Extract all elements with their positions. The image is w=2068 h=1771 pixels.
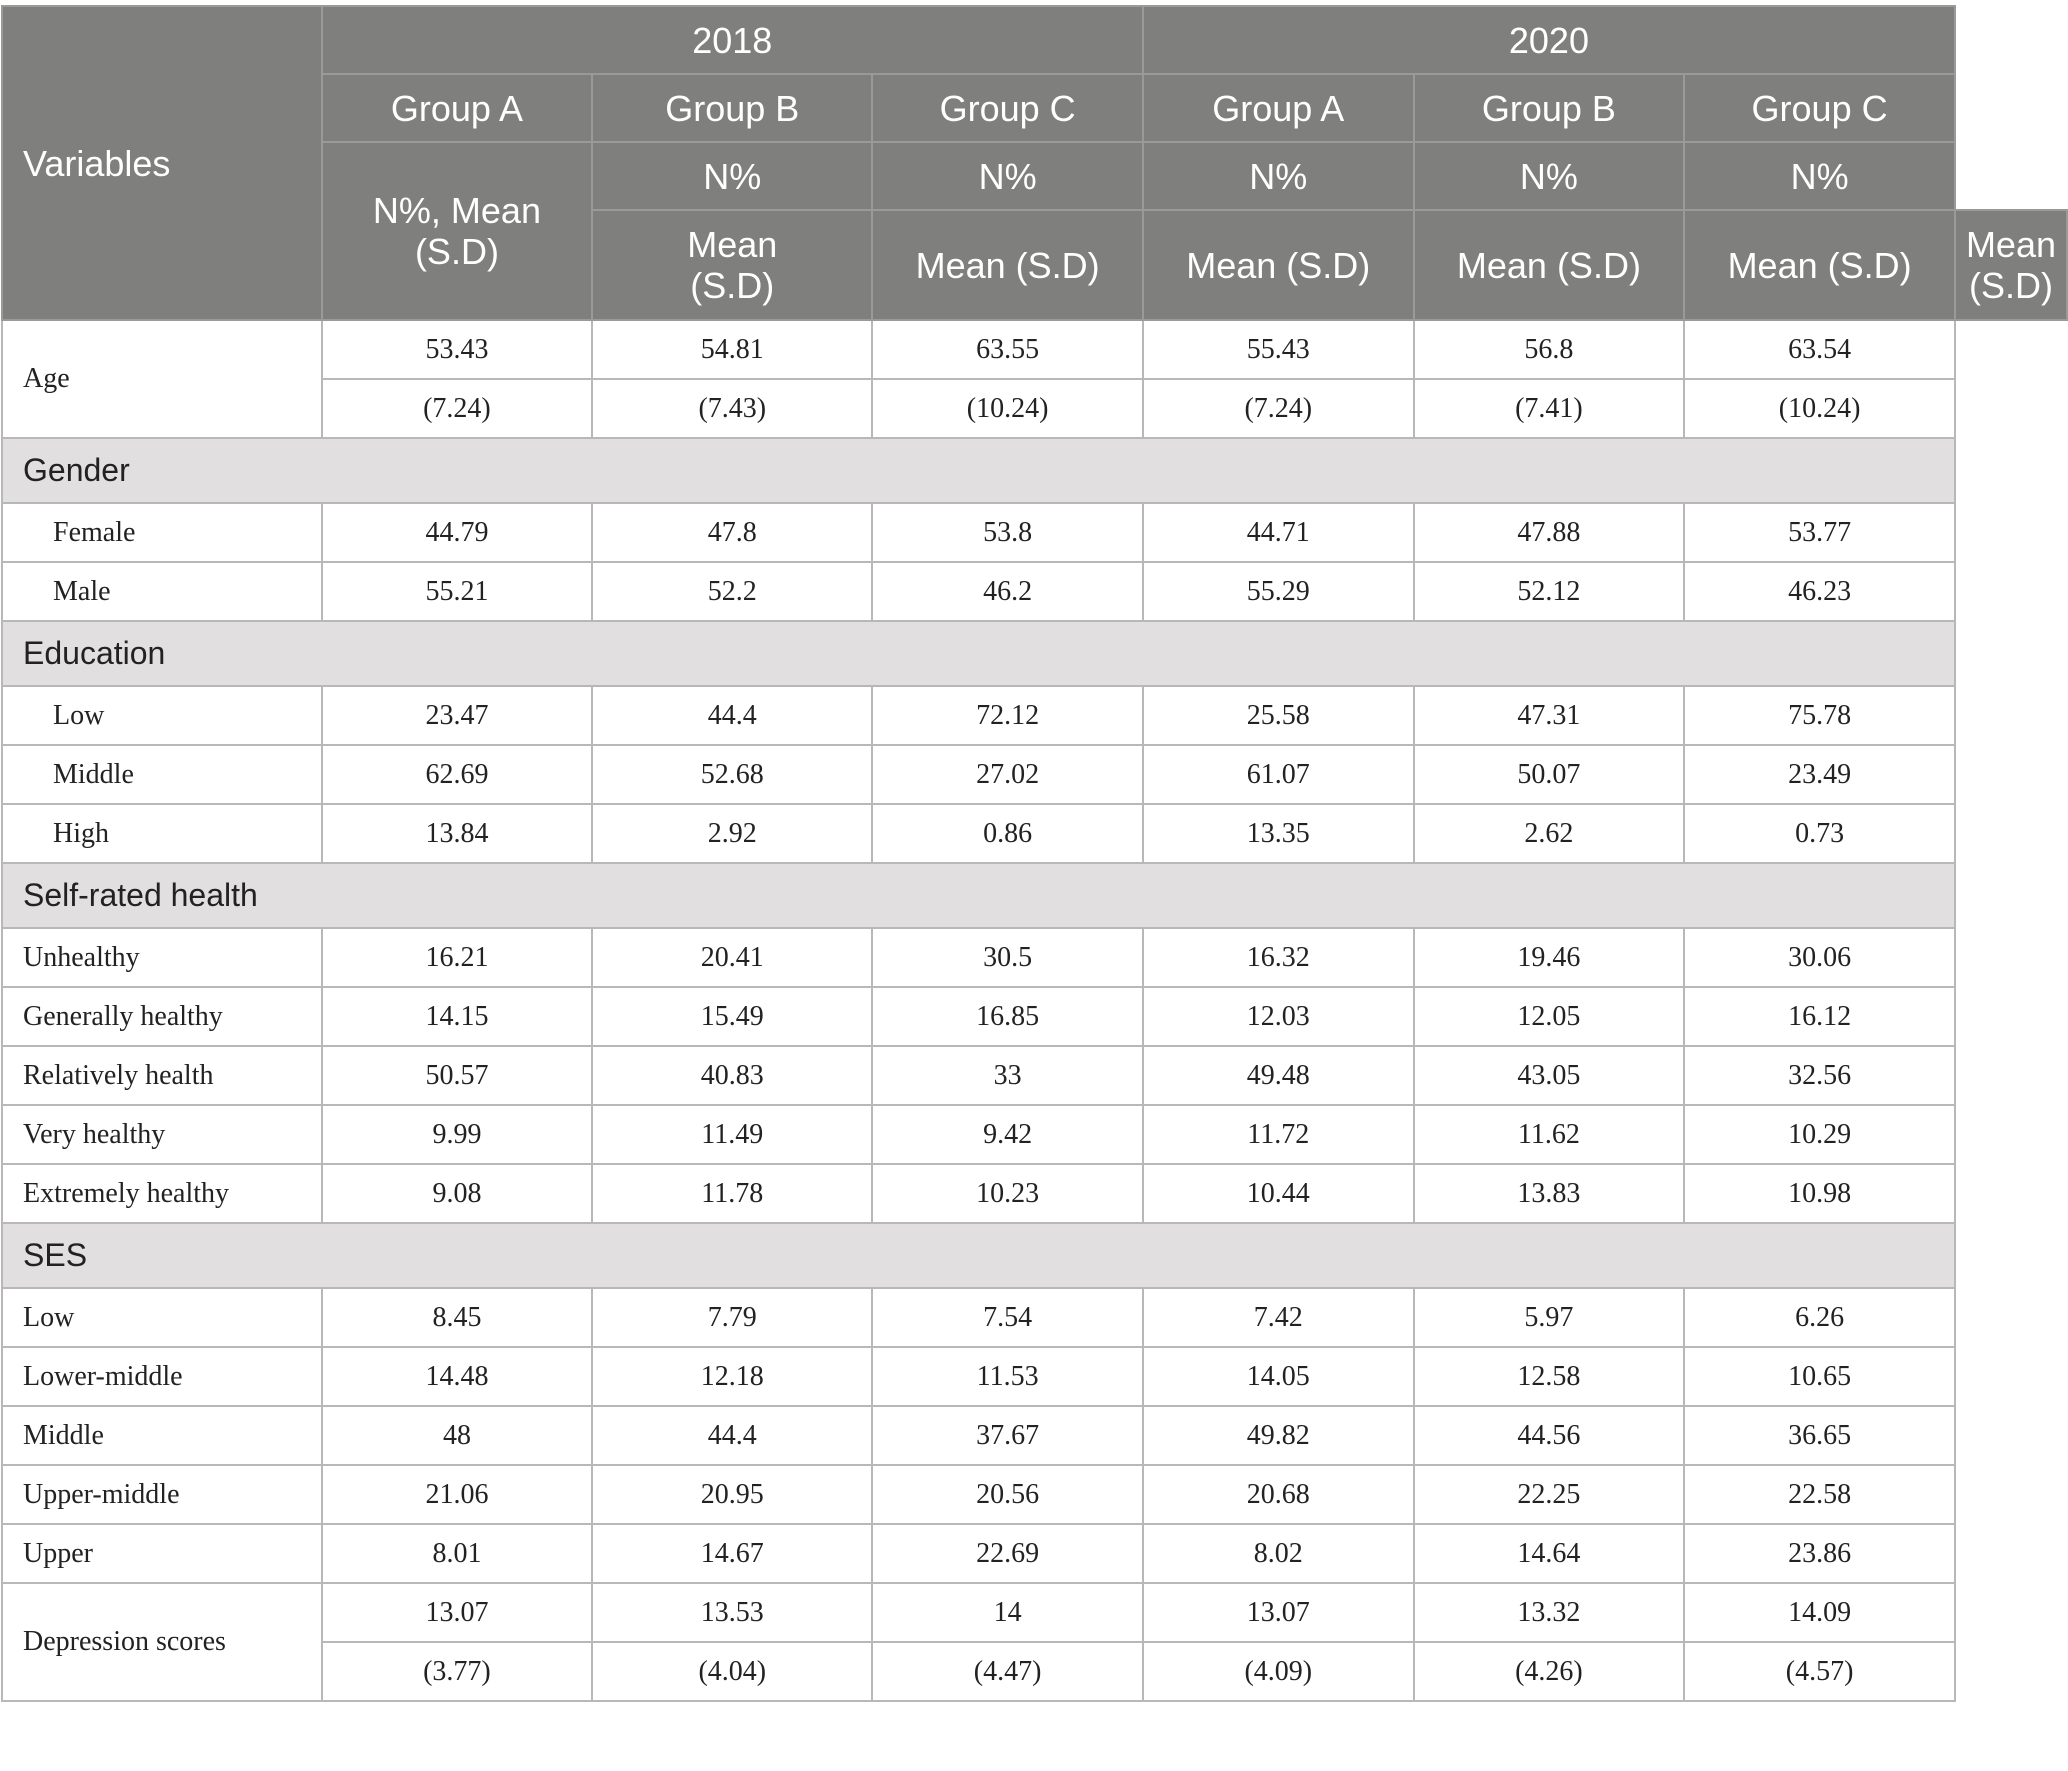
table-cell: 11.78 (592, 1164, 872, 1223)
row-label: Extremely healthy (2, 1164, 322, 1223)
mean-sd-header: Mean (S.D) (1684, 210, 1955, 320)
row-label: Middle (2, 1406, 322, 1465)
row-label: Lower-middle (2, 1347, 322, 1406)
table-cell: 14.09 (1684, 1583, 1955, 1642)
mean-sd-header: Mean (S.D) (872, 210, 1143, 320)
table-row (2, 928, 2067, 987)
row-label: Low (2, 686, 322, 745)
table-cell: (7.41) (1414, 379, 1685, 438)
table-cell: 30.06 (1684, 928, 1955, 987)
table-cell: 10.98 (1684, 1164, 1955, 1223)
table-cell: 63.55 (872, 320, 1143, 379)
table-cell: 13.53 (592, 1583, 872, 1642)
row-label: Relatively health (2, 1046, 322, 1105)
table-cell: 0.73 (1684, 804, 1955, 863)
table-cell: 8.45 (322, 1288, 593, 1347)
section-row-self-rated-health (2, 863, 2067, 928)
section-row-ses (2, 1223, 2067, 1288)
table-cell: 55.29 (1143, 562, 1414, 621)
table-cell: 75.78 (1684, 686, 1955, 745)
descriptive-statistics-table (1, 5, 2068, 1702)
table-cell: 9.99 (322, 1105, 593, 1164)
table-cell: 62.69 (322, 745, 593, 804)
row-label: Female (2, 503, 322, 562)
table-row (2, 1046, 2067, 1105)
group-header: Group A (1143, 74, 1414, 142)
row-label: Very healthy (2, 1105, 322, 1164)
table-cell: 16.12 (1684, 987, 1955, 1046)
table-row (2, 1164, 2067, 1223)
section-row-gender (2, 438, 2067, 503)
mean-sd-header: Mean (S.D) (1143, 210, 1414, 320)
table-cell: 44.71 (1143, 503, 1414, 562)
table-row (2, 1465, 2067, 1524)
n-percent-header: N% (592, 142, 872, 210)
table-cell: 47.31 (1414, 686, 1685, 745)
table-cell: 13.07 (322, 1583, 593, 1642)
table-cell: 49.82 (1143, 1406, 1414, 1465)
table-cell: (4.47) (872, 1642, 1143, 1701)
table-cell: 13.35 (1143, 804, 1414, 863)
group-header: Group B (592, 74, 872, 142)
table-cell: 23.86 (1684, 1524, 1955, 1583)
table-cell: 55.21 (322, 562, 593, 621)
table-cell: (10.24) (1684, 379, 1955, 438)
table-cell: 22.69 (872, 1524, 1143, 1583)
table-cell: 46.2 (872, 562, 1143, 621)
table-cell: 2.92 (592, 804, 872, 863)
table-cell: (4.04) (592, 1642, 872, 1701)
table-cell: 7.54 (872, 1288, 1143, 1347)
table-cell: 16.85 (872, 987, 1143, 1046)
year-2018-header: 2018 (322, 6, 1143, 74)
table-cell: 36.65 (1684, 1406, 1955, 1465)
table-cell: 72.12 (872, 686, 1143, 745)
table-cell: 13.83 (1414, 1164, 1685, 1223)
table-cell: 8.02 (1143, 1524, 1414, 1583)
row-label-depression-scores: Depression scores (2, 1583, 322, 1701)
table-cell: 53.8 (872, 503, 1143, 562)
table-row (2, 1105, 2067, 1164)
row-label: Male (2, 562, 322, 621)
table-header (2, 6, 2067, 320)
table-cell: 37.67 (872, 1406, 1143, 1465)
table-cell: 32.56 (1684, 1046, 1955, 1105)
table-cell: (10.24) (872, 379, 1143, 438)
table-cell: 9.42 (872, 1105, 1143, 1164)
row-label: Generally healthy (2, 987, 322, 1046)
table-cell: (7.24) (322, 379, 593, 438)
row-label: Upper-middle (2, 1465, 322, 1524)
table-cell: 0.86 (872, 804, 1143, 863)
table-cell: 12.03 (1143, 987, 1414, 1046)
table-cell: 9.08 (322, 1164, 593, 1223)
table-cell: 11.49 (592, 1105, 872, 1164)
table-cell: 52.68 (592, 745, 872, 804)
table-cell: 15.49 (592, 987, 872, 1046)
table-cell: 50.57 (322, 1046, 593, 1105)
variables-header: Variables (2, 6, 322, 320)
section-title: SES (2, 1223, 1955, 1288)
table-cell: 13.32 (1414, 1583, 1685, 1642)
table-cell: 12.58 (1414, 1347, 1685, 1406)
table-cell: 56.8 (1414, 320, 1685, 379)
table-cell: 40.83 (592, 1046, 872, 1105)
section-title: Education (2, 621, 1955, 686)
table-cell: 20.95 (592, 1465, 872, 1524)
table-row (2, 1347, 2067, 1406)
table-cell: 52.12 (1414, 562, 1685, 621)
table-cell: 11.72 (1143, 1105, 1414, 1164)
table-cell: (4.09) (1143, 1642, 1414, 1701)
table-cell: 2.62 (1414, 804, 1685, 863)
table-cell: 14 (872, 1583, 1143, 1642)
table-cell: 46.23 (1684, 562, 1955, 621)
table-row (2, 987, 2067, 1046)
table-cell: 13.07 (1143, 1583, 1414, 1642)
n-percent-header: N% (1143, 142, 1414, 210)
row-label: Unhealthy (2, 928, 322, 987)
table-row (2, 320, 2067, 379)
table-cell: 52.2 (592, 562, 872, 621)
mean-sd-header: Mean (S.D) (1414, 210, 1685, 320)
table-cell: 10.23 (872, 1164, 1143, 1223)
table-row (2, 503, 2067, 562)
section-row-education (2, 621, 2067, 686)
table-cell: 50.07 (1414, 745, 1685, 804)
table-row (2, 562, 2067, 621)
table-cell: 63.54 (1684, 320, 1955, 379)
table-cell: 27.02 (872, 745, 1143, 804)
table-cell: 20.56 (872, 1465, 1143, 1524)
table-cell: 44.4 (592, 1406, 872, 1465)
table-row (2, 1406, 2067, 1465)
group-header: Group C (1684, 74, 1955, 142)
table-cell: 12.18 (592, 1347, 872, 1406)
table-cell: 7.42 (1143, 1288, 1414, 1347)
table-cell: 30.5 (872, 928, 1143, 987)
table-cell: 8.01 (322, 1524, 593, 1583)
table-cell: 44.56 (1414, 1406, 1685, 1465)
table-cell: 22.58 (1684, 1465, 1955, 1524)
table-cell: 25.58 (1143, 686, 1414, 745)
table-cell: 23.49 (1684, 745, 1955, 804)
table-cell: 48 (322, 1406, 593, 1465)
table-row (2, 1524, 2067, 1583)
table-cell: 23.47 (322, 686, 593, 745)
table-row (2, 1288, 2067, 1347)
table-cell: 33 (872, 1046, 1143, 1105)
table-cell: 14.15 (322, 987, 593, 1046)
table-cell: 53.43 (322, 320, 593, 379)
n-percent-header: N% (1684, 142, 1955, 210)
table-cell: 10.29 (1684, 1105, 1955, 1164)
table-cell: 53.77 (1684, 503, 1955, 562)
table-cell: 10.65 (1684, 1347, 1955, 1406)
table-cell: 20.41 (592, 928, 872, 987)
group-header: Group B (1414, 74, 1685, 142)
table-cell: 11.53 (872, 1347, 1143, 1406)
table-cell: 20.68 (1143, 1465, 1414, 1524)
table-cell: 10.44 (1143, 1164, 1414, 1223)
table-cell: 16.32 (1143, 928, 1414, 987)
table-cell: 61.07 (1143, 745, 1414, 804)
table-cell: 19.46 (1414, 928, 1685, 987)
table-row (2, 804, 2067, 863)
section-title: Gender (2, 438, 1955, 503)
row-label: Upper (2, 1524, 322, 1583)
table-cell: 14.05 (1143, 1347, 1414, 1406)
table-row (2, 1583, 2067, 1642)
row-label-age: Age (2, 320, 322, 438)
table-body (2, 320, 2067, 1701)
row-label: Low (2, 1288, 322, 1347)
table-row (2, 686, 2067, 745)
table-cell: (4.57) (1684, 1642, 1955, 1701)
table-cell: (3.77) (322, 1642, 593, 1701)
table-cell: (7.24) (1143, 379, 1414, 438)
table-cell: (4.26) (1414, 1642, 1685, 1701)
mean-sd-header: Mean (S.D) (592, 210, 872, 320)
row-label: High (2, 804, 322, 863)
group-header: Group A (322, 74, 593, 142)
section-title: Self-rated health (2, 863, 1955, 928)
row-label: Middle (2, 745, 322, 804)
table-cell: (7.43) (592, 379, 872, 438)
table-cell: 43.05 (1414, 1046, 1685, 1105)
table-cell: 21.06 (322, 1465, 593, 1524)
table-cell: 7.79 (592, 1288, 872, 1347)
table-cell: 44.4 (592, 686, 872, 745)
table-cell: 44.79 (322, 503, 593, 562)
table-cell: 14.64 (1414, 1524, 1685, 1583)
table-row (2, 745, 2067, 804)
table-cell: 47.8 (592, 503, 872, 562)
table-cell: 6.26 (1684, 1288, 1955, 1347)
n-percent-header: N% (1414, 142, 1685, 210)
group-a-2018-measure-header: N%, Mean (S.D) (322, 142, 593, 320)
table-cell: 16.21 (322, 928, 593, 987)
year-2020-header: 2020 (1143, 6, 1955, 74)
n-percent-header: N% (872, 142, 1143, 210)
mean-sd-header: Mean (S.D) (1955, 210, 2067, 320)
group-header: Group C (872, 74, 1143, 142)
table-cell: 11.62 (1414, 1105, 1685, 1164)
table-cell: 14.67 (592, 1524, 872, 1583)
table-cell: 12.05 (1414, 987, 1685, 1046)
table-cell: 54.81 (592, 320, 872, 379)
table-cell: 47.88 (1414, 503, 1685, 562)
table-cell: 13.84 (322, 804, 593, 863)
table-cell: 5.97 (1414, 1288, 1685, 1347)
table-cell: 22.25 (1414, 1465, 1685, 1524)
table-cell: 14.48 (322, 1347, 593, 1406)
table-cell: 55.43 (1143, 320, 1414, 379)
table-cell: 49.48 (1143, 1046, 1414, 1105)
